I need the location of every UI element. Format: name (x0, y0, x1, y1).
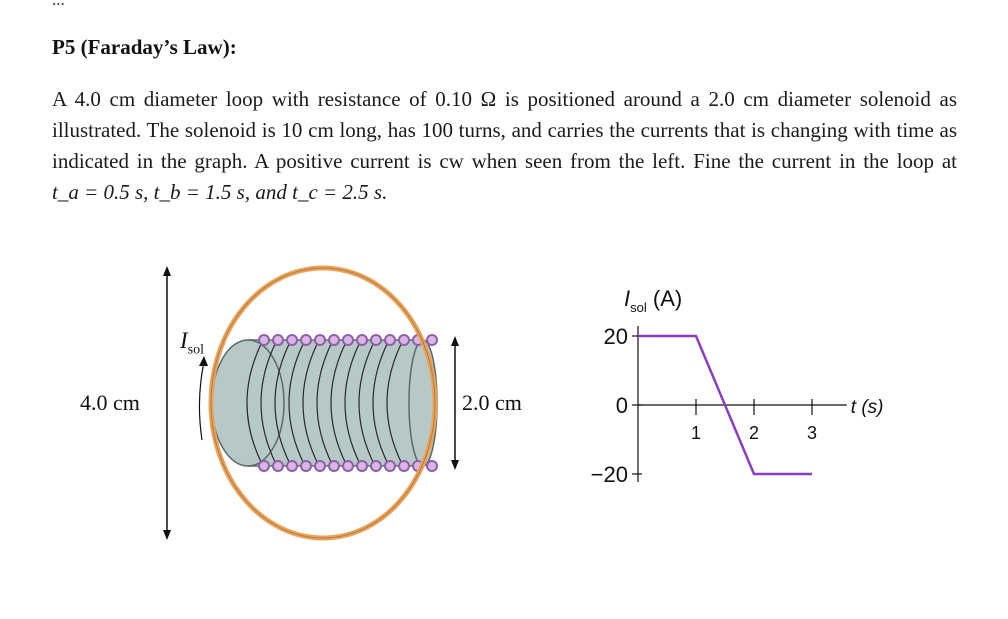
y-tick-label: 0 (615, 393, 628, 418)
current-direction-arrow (199, 356, 208, 440)
loop-diameter-arrow (163, 266, 171, 540)
current-graph (580, 250, 920, 550)
x-tick-label: 2 (748, 423, 760, 443)
solenoid-diameter-arrow (451, 336, 459, 470)
problem-times: t_a = 0.5 s, t_b = 1.5 s, and t_c = 2.5 s. (52, 180, 388, 204)
problem-title: P5 (Faraday’s Law): (52, 35, 237, 59)
x-axis-label: t (s) (850, 397, 884, 418)
x-tick-label: 1 (690, 423, 702, 443)
y-axis-label: $I_{sol}$ (A) (624, 286, 683, 315)
solenoid-diameter-label: 2.0 cm (462, 390, 522, 415)
problem-text-body: A 4.0 cm diameter loop with resistance of 0.10 Ω is positioned around a 2.0 cm diameter solenoid as illustrated. The solenoid is 10 cm long, has 100 turns, and carries the currents that is changing with time as indicated in the graph. A positive current is cw when seen from the left. Fine the current in the loop at (52, 87, 957, 173)
x-tick-label: 3 (806, 423, 818, 443)
loop-diameter-label: 4.0 cm (80, 390, 140, 415)
cutoff-text (52, 0, 65, 10)
problem-text (52, 84, 957, 208)
current-label-main: I (180, 328, 188, 353)
figure (0, 250, 1008, 550)
y-tick-label: −20 (590, 462, 628, 487)
current-label (180, 328, 204, 359)
current-label-sub: sol (187, 342, 205, 358)
y-tick-label: 20 (603, 324, 628, 349)
